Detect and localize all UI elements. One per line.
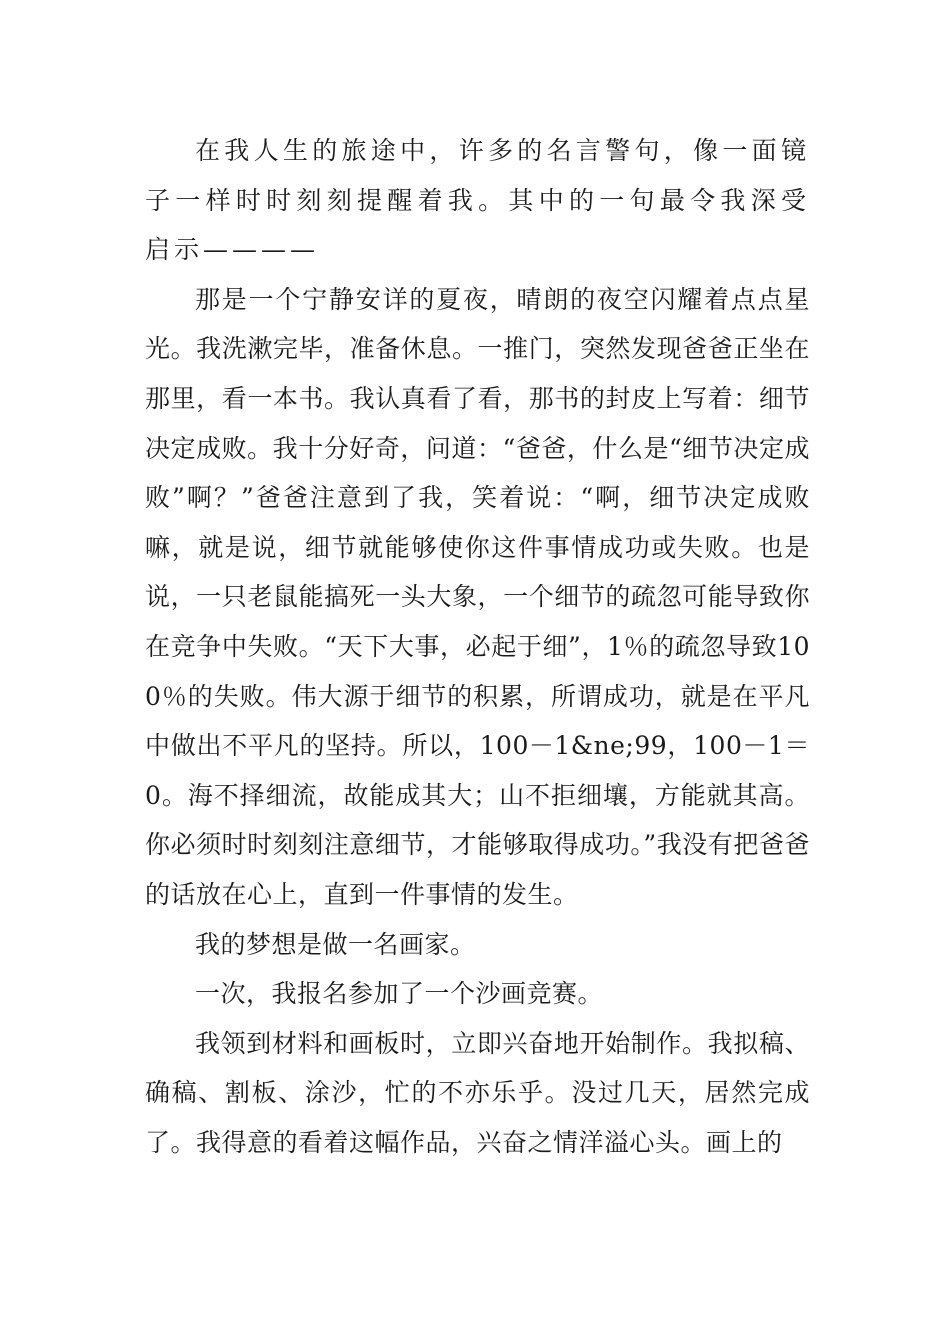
paragraph-5: 我领到材料和画板时，立即兴奋地开始制作。我拟稿、确稿、割板、涂沙，忙的不亦乐乎。没过几天，居然完成了。我得意的看着这幅作品，兴奋之情洋溢心头。画上的 — [145, 1028, 810, 1157]
paragraph-1: 在我人生的旅途中，许多的名言警句，像一面镜子一样时时刻刻提醒着我。其中的一句最令我深受启示———— — [145, 136, 810, 265]
document-body — [145, 126, 810, 1167]
paragraph-4: 一次，我报名参加了一个沙画竞赛。 — [195, 979, 604, 1009]
paragraph-2: 那是一个宁静安详的夏夜，晴朗的夜空闪耀着点点星光。我洗漱完毕，准备休息。一推门，突然发现爸爸正坐在那里，看一本书。我认真看了看，那书的封皮上写着：细节决定成败。我十分好奇，问道：“爸爸，什么是“细节决定成败”啊？”爸爸注意到了我，笑着说：“啊，细节决定成败嘛，就是说，细节就能够使你这件事情成功或失败。也是说，一只老鼠能搞死一头大象，一个细节的疏忽可能导致你在竞争中失败。“天下大事，必起于细”，1％的疏忽导致100％的失败。伟大源于细节的积累，所谓成功，就是在平凡中做出不平凡的坚持。所以，100－1&ne;99，100－1＝0。海不择细流，故能成其大；山不拒细壤，方能就其高。你必须时时刻刻注意细节，才能够取得成功。”我没有把爸爸的话放在心上，直到一件事情的发生。 — [145, 284, 810, 909]
paragraph-3: 我的梦想是做一名画家。 — [195, 929, 476, 959]
